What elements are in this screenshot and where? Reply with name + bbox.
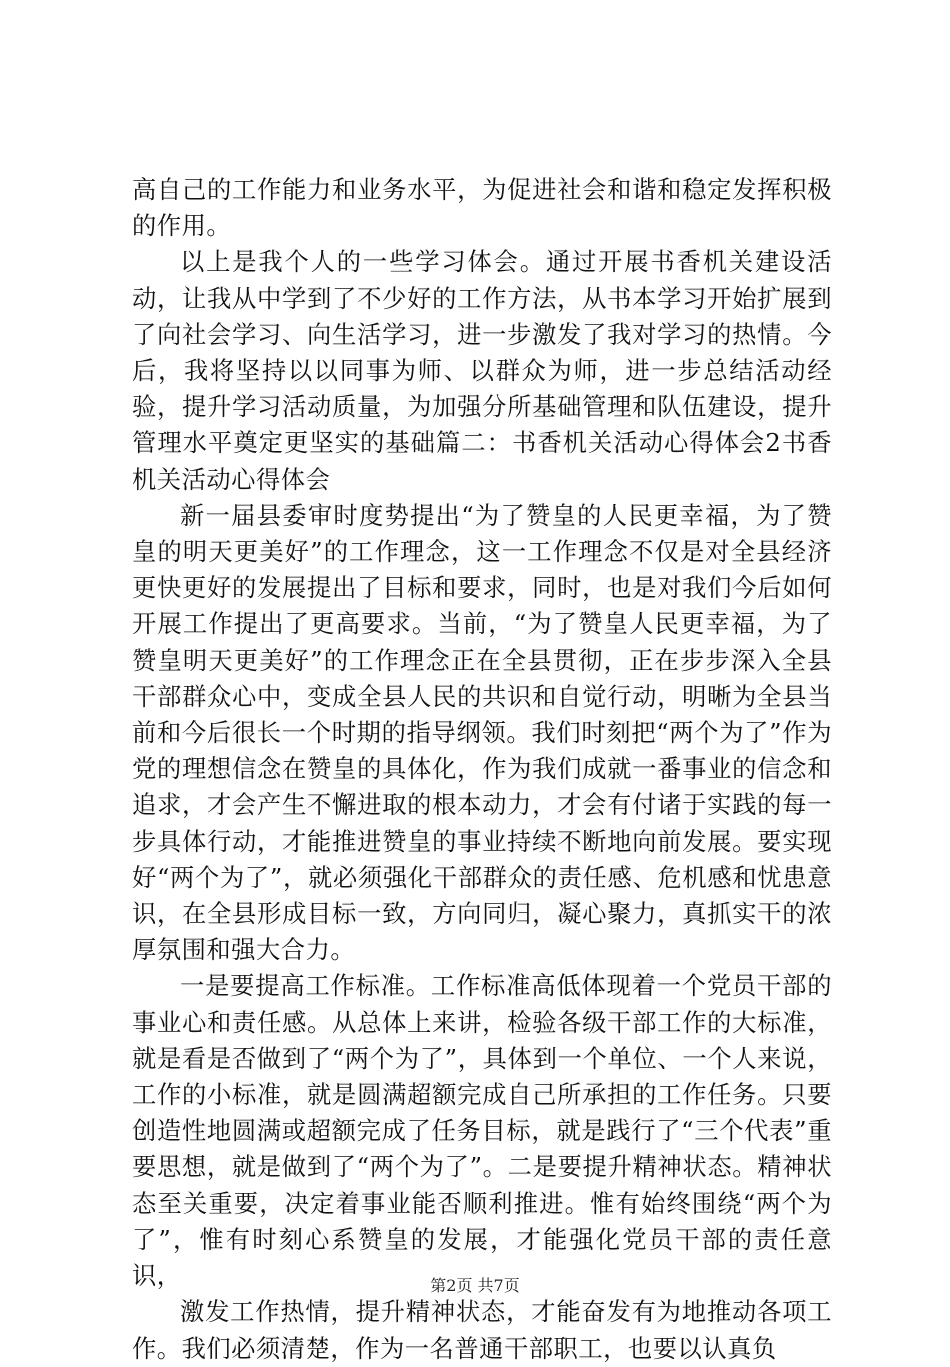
paragraph: 以上是我个人的一些学习体会。通过开展书香机关建设活动，让我从中学到了不少好的工作方法，从书本学习开始扩展到了向社会学习、向生活学习，进一步激发了我对学习的热情。今后，我将坚持以以同事为师、以群众为师，进一步总结活动经验，提升学习活动质量，为加强分所基础管理和队伍建设，提升管理水平奠定更坚实的基础篇二：书香机关活动心得体会2书香机关活动心得体会 [132, 247, 832, 494]
document-body [132, 172, 832, 1367]
paragraph: 高自己的工作能力和业务水平，为促进社会和谐和稳定发挥积极的作用。 [132, 175, 832, 241]
page-number-footer: 第2页 共7页 [430, 1276, 520, 1295]
paragraph: 新一届县委审时度势提出“为了赞皇的人民更幸福，为了赞皇的明天更美好”的工作理念，这一工作理念不仅是对全县经济更快更好的发展提出了目标和要求，同时，也是对我们今后如何开展工作提出了更高要求。当前，“为了赞皇人民更幸福，为了赞皇明天更美好”的工作理念正在全县贯彻，正在步步深入全县干部群众心中，变成全县人民的共识和自觉行动，明晰为全县当前和今后很长一个时期的指导纲领。我们时刻把“两个为了”作为党的理想信念在赞皇的具体化，作为我们成就一番事业的信念和追求，才会产生不懈进取的根本动力，才会有付诸于实践的每一步具体行动，才能推进赞皇的事业持续不断地向前发展。要实现好“两个为了”，就必须强化干部群众的责任感、危机感和忧患意识，在全县形成目标一致，方向同归，凝心聚力，真抓实干的浓厚氛围和强大合力。 [132, 500, 832, 965]
paragraph: 激发工作热情，提升精神状态，才能奋发有为地推动各项工作。我们必须清楚，作为一名普通干部职工，也要以认真负 [132, 1297, 832, 1363]
paragraph: 一是要提高工作标准。工作标准高低体现着一个党员干部的事业心和责任感。从总体上来讲，检验各级干部工作的大标准，就是看是否做到了“两个为了”，具体到一个单位、一个人来说，工作的小标准，就是圆满超额完成自己所承担的工作任务。只要创造性地圆满或超额完成了任务目标，就是践行了“三个代表”重要思想，就是做到了“两个为了”。二是要提升精神状态。精神状态至关重要，决定着事业能否顺利推进。惟有始终围绕“两个为了”，惟有时刻心系赞皇的发展，才能强化党员干部的责任意识， [132, 971, 832, 1291]
